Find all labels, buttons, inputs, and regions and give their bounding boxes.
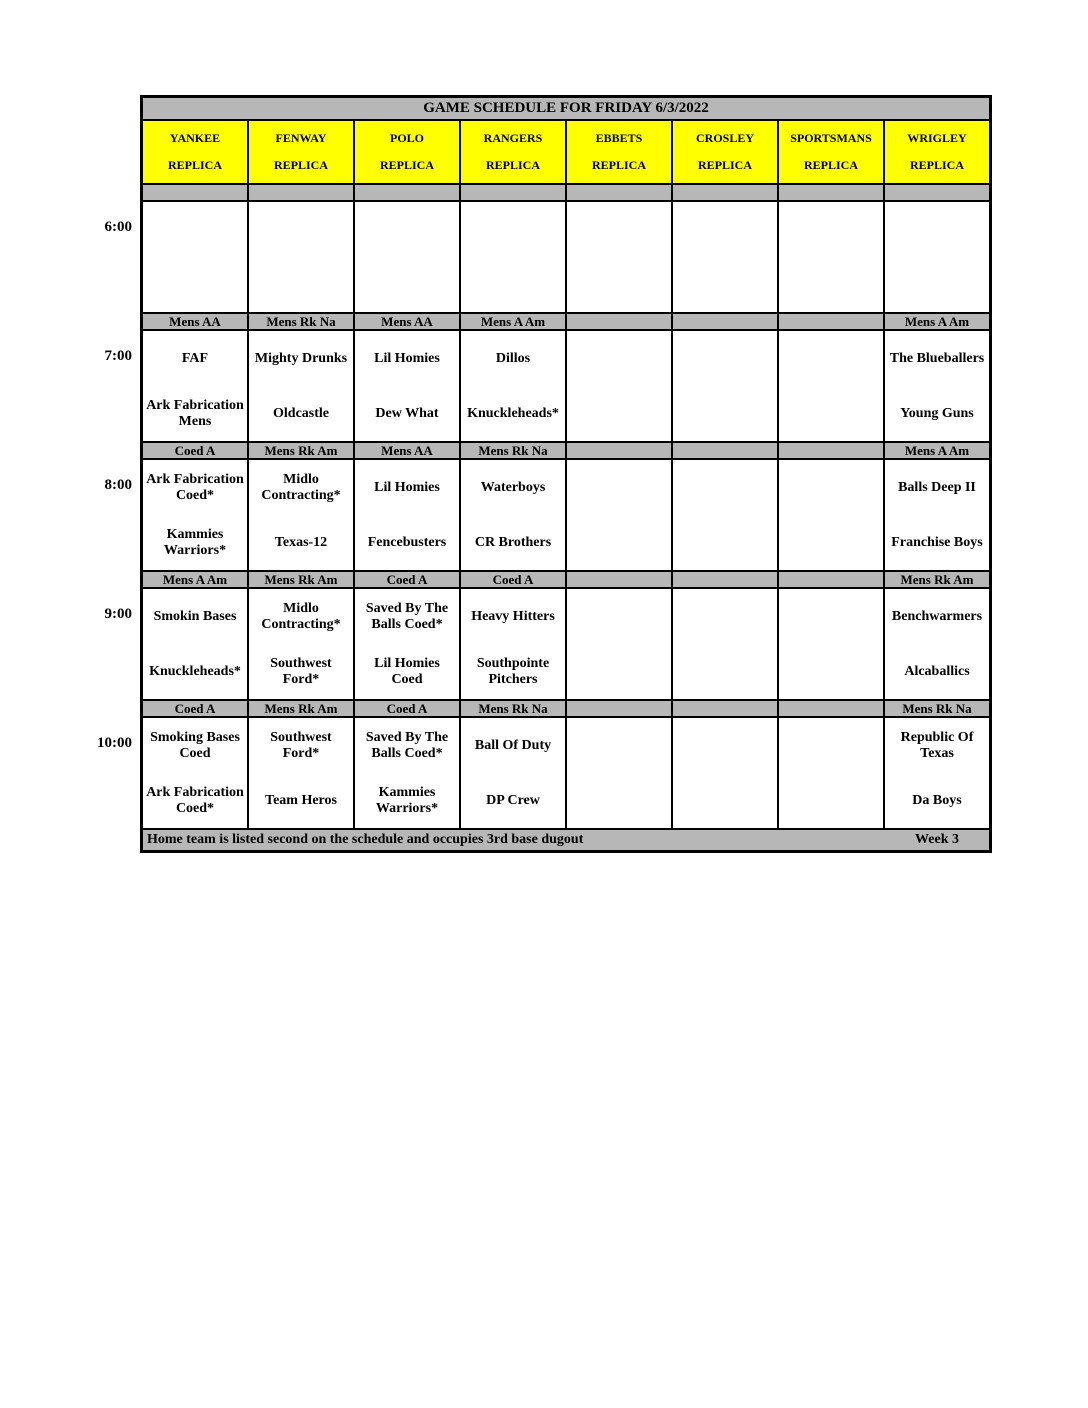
field-header-ebbets [566, 120, 672, 184]
field-name: YANKEE [169, 131, 221, 145]
game-cell [248, 588, 354, 700]
field-sub: REPLICA [379, 158, 434, 172]
away-team [567, 718, 671, 773]
away-team [567, 331, 671, 386]
home-team [249, 257, 353, 312]
home-team [567, 515, 671, 570]
division-label: Mens Rk Na [266, 314, 336, 329]
game-cell [672, 717, 778, 829]
away-team: Saved By The Balls Coed* [365, 600, 449, 632]
division-label: Coed A [492, 572, 534, 587]
game-cell [248, 330, 354, 442]
division-cell [884, 313, 990, 330]
game-cell [142, 717, 248, 829]
home-team: Ark Fabrication Coed* [146, 784, 244, 816]
field-header-wrigley [884, 120, 990, 184]
away-team [779, 718, 883, 773]
game-cell [460, 330, 566, 442]
home-team [567, 257, 671, 312]
game-cell [566, 588, 672, 700]
home-team: Ark Fabrication Mens [146, 397, 244, 429]
away-team: Benchwarmers [891, 608, 983, 624]
game-cell [248, 459, 354, 571]
field-sub: REPLICA [273, 158, 328, 172]
home-team: Franchise Boys [891, 534, 983, 550]
away-team [567, 460, 671, 515]
home-team [355, 257, 459, 312]
division-label: Mens AA [381, 314, 433, 329]
field-header-crosley [672, 120, 778, 184]
game-cell [884, 588, 990, 700]
away-team: Waterboys [480, 479, 546, 495]
home-team [143, 257, 247, 312]
division-cell [778, 571, 884, 588]
home-team: Oldcastle [273, 405, 329, 421]
game-cell [142, 330, 248, 442]
home-team: Kammies Warriors* [375, 784, 439, 816]
away-team: Smoking Bases Coed [150, 729, 240, 761]
division-cell [142, 184, 248, 201]
away-team [355, 202, 459, 257]
footer-note: Home team is listed second on the schedule and occupies 3rd base dugout [147, 832, 584, 847]
division-label: Coed A [174, 443, 216, 458]
away-team [249, 202, 353, 257]
field-sub: REPLICA [697, 158, 752, 172]
division-cell [248, 700, 354, 717]
division-cell [460, 571, 566, 588]
home-team [885, 257, 989, 312]
game-cell [778, 459, 884, 571]
away-team: Balls Deep II [898, 479, 976, 495]
away-team [567, 589, 671, 644]
home-team [779, 515, 883, 570]
away-team [673, 460, 777, 515]
division-label: Coed A [174, 701, 216, 716]
game-cell [884, 330, 990, 442]
away-team: The Blueballers [889, 350, 985, 366]
home-team: Knuckleheads* [467, 405, 559, 421]
game-cell [354, 459, 460, 571]
away-team [567, 202, 671, 257]
game-cell [566, 717, 672, 829]
division-label: Mens A Am [162, 572, 228, 587]
away-team: FAF [181, 350, 209, 366]
field-name: SPORTSMANS [790, 131, 872, 145]
game-cell [354, 588, 460, 700]
home-team [461, 257, 565, 312]
division-cell [884, 700, 990, 717]
home-team [673, 773, 777, 828]
division-cell [566, 442, 672, 459]
home-team: CR Brothers [474, 534, 552, 550]
time-slot [95, 311, 140, 440]
home-team: Young Guns [900, 405, 974, 421]
schedule-layout [95, 95, 992, 853]
field-sub: REPLICA [485, 158, 540, 172]
game-cell [142, 201, 248, 313]
game-cell [354, 717, 460, 829]
away-team [779, 460, 883, 515]
game-cell [672, 330, 778, 442]
time-label: 10:00 [97, 735, 132, 751]
footer-row [142, 829, 990, 851]
division-cell [884, 442, 990, 459]
game-cell [778, 717, 884, 829]
home-team: Southpointe Pitchers [476, 655, 550, 687]
division-label: Mens AA [169, 314, 221, 329]
division-cell [778, 313, 884, 330]
home-team [567, 644, 671, 699]
division-label: Mens Rk Na [902, 701, 972, 716]
game-cell [778, 201, 884, 313]
division-label: Mens A Am [480, 314, 546, 329]
away-team: Midlo Contracting* [261, 600, 341, 632]
away-team: Lil Homies [374, 479, 440, 495]
field-sub: REPLICA [909, 158, 964, 172]
game-cell [354, 201, 460, 313]
division-label: Mens Rk Am [264, 572, 338, 587]
away-team [673, 202, 777, 257]
away-team [779, 589, 883, 644]
division-cell [248, 313, 354, 330]
division-cell [248, 442, 354, 459]
schedule-table [140, 95, 992, 853]
time-slot [95, 440, 140, 569]
game-cell [460, 588, 566, 700]
home-team [779, 773, 883, 828]
away-team: Heavy Hitters [471, 608, 555, 624]
game-cell [460, 201, 566, 313]
division-cell [566, 700, 672, 717]
game-cell [460, 459, 566, 571]
home-team [567, 773, 671, 828]
game-cell [566, 330, 672, 442]
division-cell [460, 184, 566, 201]
game-cell [566, 459, 672, 571]
home-team [779, 257, 883, 312]
home-team: Alcaballics [904, 663, 970, 679]
away-team [885, 202, 989, 257]
game-cell [778, 330, 884, 442]
game-cell [884, 201, 990, 313]
division-label: Mens Rk Na [478, 701, 548, 716]
division-cell [460, 700, 566, 717]
division-cell [142, 700, 248, 717]
game-cell [354, 330, 460, 442]
away-team [143, 202, 247, 257]
division-cell [672, 700, 778, 717]
time-label: 6:00 [104, 219, 132, 235]
away-team [673, 589, 777, 644]
field-sub: REPLICA [591, 158, 646, 172]
division-cell [354, 313, 460, 330]
division-cell [248, 571, 354, 588]
game-cell [248, 201, 354, 313]
field-header-fenway [248, 120, 354, 184]
time-label: 9:00 [104, 606, 132, 622]
division-cell [672, 442, 778, 459]
away-team: Southwest Ford* [270, 729, 332, 761]
game-cell [778, 588, 884, 700]
division-label: Coed A [386, 701, 428, 716]
division-cell [672, 571, 778, 588]
division-cell [778, 184, 884, 201]
away-team [779, 202, 883, 257]
field-header-sportsmans [778, 120, 884, 184]
home-team [673, 515, 777, 570]
division-cell [566, 313, 672, 330]
division-label: Mens Rk Am [264, 443, 338, 458]
home-team [567, 386, 671, 441]
game-cell [142, 588, 248, 700]
field-sub: REPLICA [803, 158, 858, 172]
home-team: Texas-12 [274, 534, 328, 550]
division-cell [354, 700, 460, 717]
field-name: RANGERS [483, 131, 543, 145]
away-team: Ball Of Duty [474, 737, 552, 753]
time-slot [95, 569, 140, 698]
division-cell [142, 442, 248, 459]
away-team: Lil Homies [374, 350, 440, 366]
division-cell [248, 184, 354, 201]
division-cell [672, 184, 778, 201]
game-cell [672, 459, 778, 571]
field-name: FENWAY [275, 131, 327, 145]
away-team: Dillos [495, 350, 531, 366]
division-label: Mens Rk Na [478, 443, 548, 458]
home-team: DP Crew [486, 792, 540, 808]
home-team: Da Boys [912, 792, 962, 808]
away-team [673, 718, 777, 773]
home-team: Southwest Ford* [270, 655, 332, 687]
game-cell [672, 588, 778, 700]
time-label: 7:00 [104, 348, 132, 364]
division-cell [672, 313, 778, 330]
away-team [779, 331, 883, 386]
division-cell [142, 313, 248, 330]
field-header-polo [354, 120, 460, 184]
home-team: Lil Homies Coed [374, 655, 440, 687]
game-cell [142, 459, 248, 571]
away-team: Republic Of Texas [900, 729, 974, 761]
away-team: Smokin Bases [153, 608, 237, 624]
field-name: WRIGLEY [907, 131, 967, 145]
game-cell [248, 717, 354, 829]
division-label: Mens Rk Am [900, 572, 974, 587]
home-team: Dew What [375, 405, 439, 421]
division-cell [884, 184, 990, 201]
footer-week: Week 3 [915, 832, 959, 847]
division-cell [884, 571, 990, 588]
division-label: Mens A Am [904, 314, 970, 329]
field-name: CROSLEY [695, 131, 754, 145]
away-team: Mighty Drunks [254, 350, 348, 366]
home-team: Kammies Warriors* [163, 526, 227, 558]
home-team [673, 386, 777, 441]
home-team: Knuckleheads* [149, 663, 241, 679]
division-label: Mens Rk Am [264, 701, 338, 716]
time-label: 8:00 [104, 477, 132, 493]
home-team [779, 644, 883, 699]
home-team [673, 644, 777, 699]
home-team: Team Heros [265, 792, 337, 808]
division-label: Coed A [386, 572, 428, 587]
away-team [673, 331, 777, 386]
game-cell [460, 717, 566, 829]
division-cell [354, 571, 460, 588]
division-cell [778, 700, 884, 717]
division-label: Mens AA [381, 443, 433, 458]
time-rail-spacer [95, 95, 140, 182]
division-cell [354, 442, 460, 459]
away-team: Saved By The Balls Coed* [365, 729, 449, 761]
division-cell [460, 442, 566, 459]
time-slot [95, 698, 140, 827]
game-cell [672, 201, 778, 313]
time-slot [95, 182, 140, 311]
division-cell [354, 184, 460, 201]
division-cell [460, 313, 566, 330]
table-title: GAME SCHEDULE FOR FRIDAY 6/3/2022 [142, 97, 990, 120]
game-cell [884, 459, 990, 571]
away-team: Ark Fabrication Coed* [146, 471, 244, 503]
game-cell [884, 717, 990, 829]
game-cell [566, 201, 672, 313]
division-cell [566, 184, 672, 201]
field-name: EBBETS [595, 131, 643, 145]
division-cell [142, 571, 248, 588]
field-sub: REPLICA [167, 158, 222, 172]
away-team [461, 202, 565, 257]
division-label: Mens A Am [904, 443, 970, 458]
away-team: Midlo Contracting* [261, 471, 341, 503]
home-team: Fencebusters [367, 534, 447, 550]
field-header-yankee [142, 120, 248, 184]
division-cell [566, 571, 672, 588]
field-name: POLO [389, 131, 424, 145]
division-cell [778, 442, 884, 459]
home-team [673, 257, 777, 312]
field-header-rangers [460, 120, 566, 184]
home-team [779, 386, 883, 441]
time-rail [95, 95, 140, 827]
